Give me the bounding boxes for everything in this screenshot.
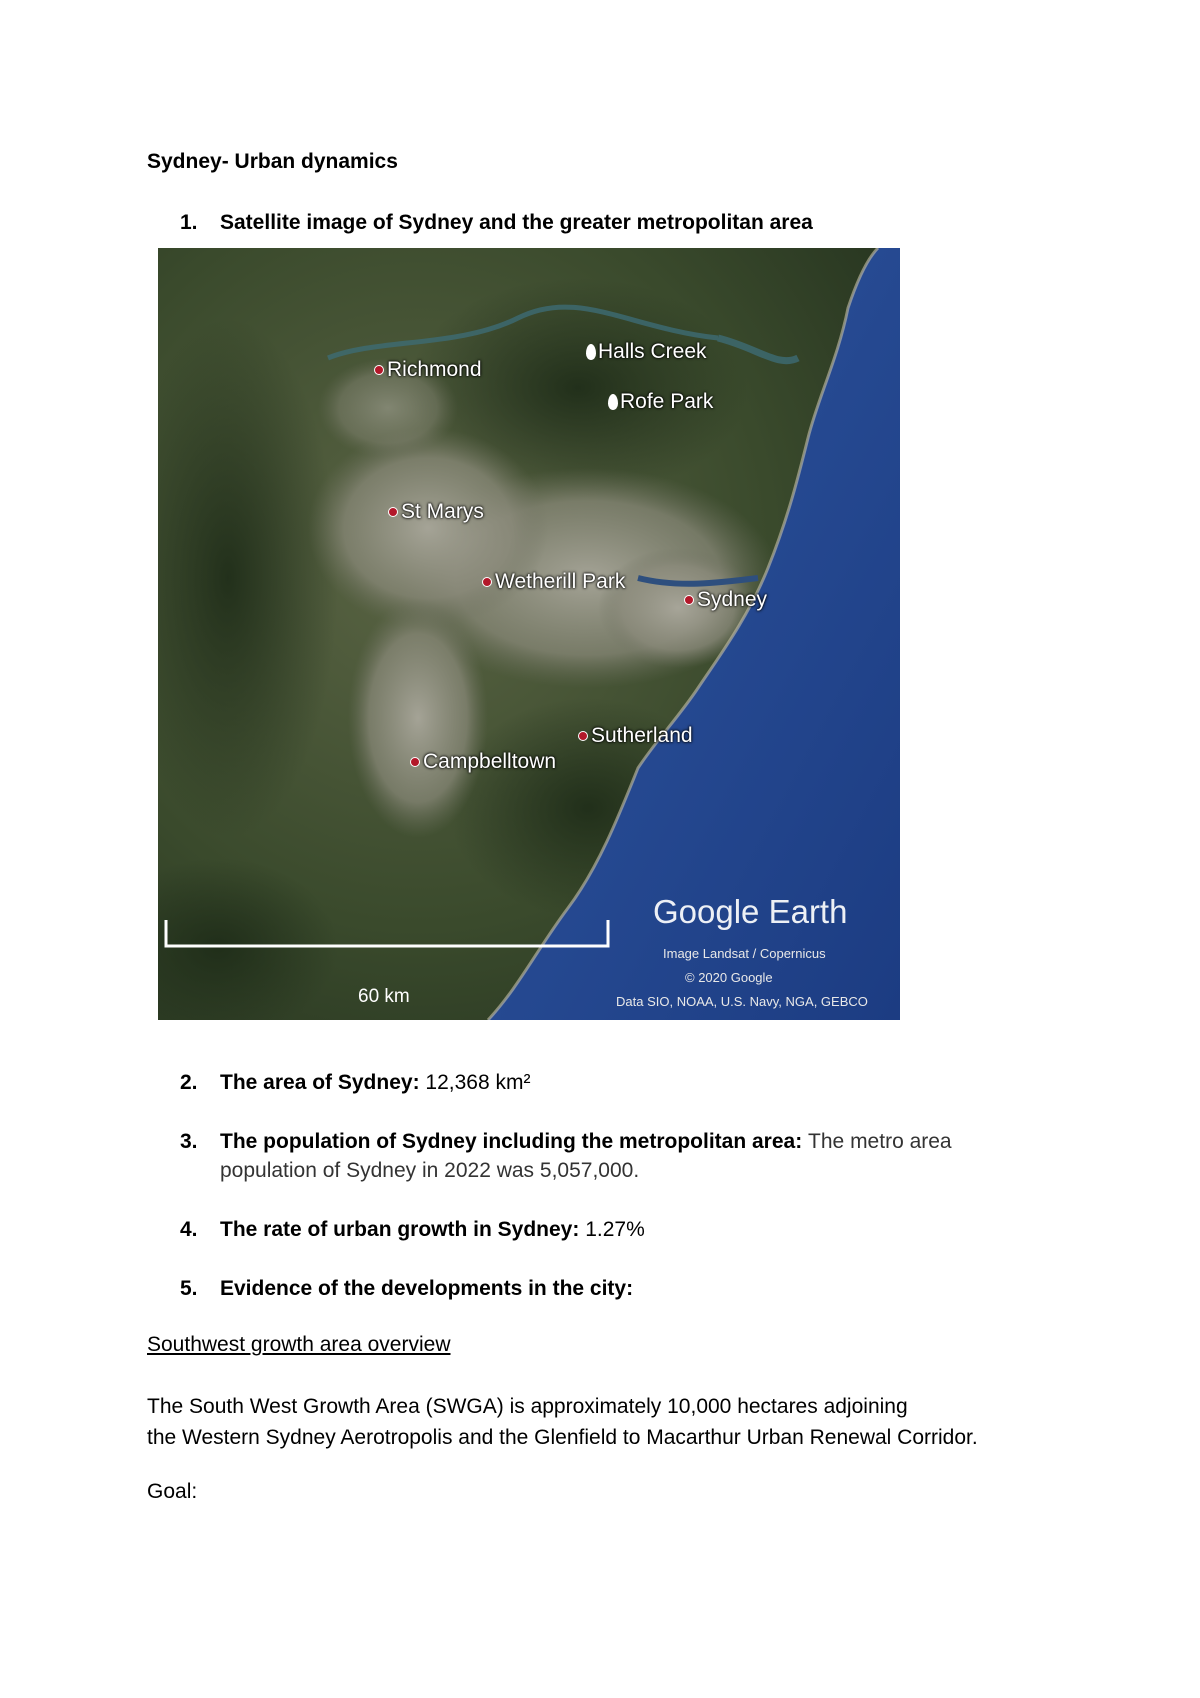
place-richmond: Richmond — [374, 358, 482, 382]
satellite-map-image — [158, 248, 900, 1020]
list-label: The rate of urban growth in Sydney: — [220, 1218, 580, 1241]
goal-label: Goal: — [147, 1480, 198, 1503]
map-pin-icon — [608, 394, 618, 410]
imagery-credit: Image Landsat / Copernicus — [663, 946, 826, 961]
map-marker-icon — [578, 731, 588, 741]
place-sutherland: Sutherland — [578, 724, 693, 748]
list-number: 3. — [180, 1130, 198, 1153]
map-marker-icon — [684, 595, 694, 605]
paragraph-line: the Western Sydney Aerotropolis and the Glenfield to Macarthur Urban Renewal Corridor. — [147, 1426, 978, 1449]
google-earth-logo: Google Earth — [653, 893, 848, 930]
map-labels — [158, 248, 900, 1020]
place-st-marys: St Marys — [388, 500, 484, 524]
list-label: The population of Sydney including the metropolitan area: — [220, 1130, 803, 1153]
list-value: 1.27% — [585, 1218, 645, 1241]
paragraph-line: The South West Growth Area (SWGA) is approximately 10,000 hectares adjoining — [147, 1395, 908, 1418]
place-rofe-park: Rofe Park — [608, 390, 713, 414]
data-credit: Data SIO, NOAA, U.S. Navy, NGA, GEBCO — [616, 994, 868, 1009]
scale-bar-label: 60 km — [358, 986, 410, 1007]
place-campbelltown: Campbelltown — [410, 750, 556, 774]
list-label: Evidence of the developments in the city: — [220, 1277, 634, 1300]
copyright-credit: © 2020 Google — [685, 970, 773, 985]
map-pin-icon — [586, 344, 596, 360]
map-marker-icon — [388, 507, 398, 517]
list-number: 4. — [180, 1218, 198, 1241]
list-value: 12,368 km² — [425, 1071, 531, 1094]
place-sydney: Sydney — [684, 588, 767, 612]
list-number: 1. — [180, 211, 198, 234]
document-title: Sydney- Urban dynamics — [147, 150, 398, 173]
map-marker-icon — [374, 365, 384, 375]
place-halls-creek: Halls Creek — [586, 340, 707, 364]
map-marker-icon — [410, 757, 420, 767]
list-value: The metro area population of Sydney in 2022 was 5,057,000. — [220, 1130, 952, 1182]
paragraph — [147, 1391, 1107, 1453]
list-number: 5. — [180, 1277, 198, 1300]
list-label: The area of Sydney: — [220, 1071, 420, 1094]
section-heading: Southwest growth area overview — [147, 1333, 451, 1356]
place-wetherill-park: Wetherill Park — [482, 570, 625, 594]
map-marker-icon — [482, 577, 492, 587]
list-number: 2. — [180, 1071, 198, 1094]
list-label: Satellite image of Sydney and the greater metropolitan area — [220, 211, 813, 234]
